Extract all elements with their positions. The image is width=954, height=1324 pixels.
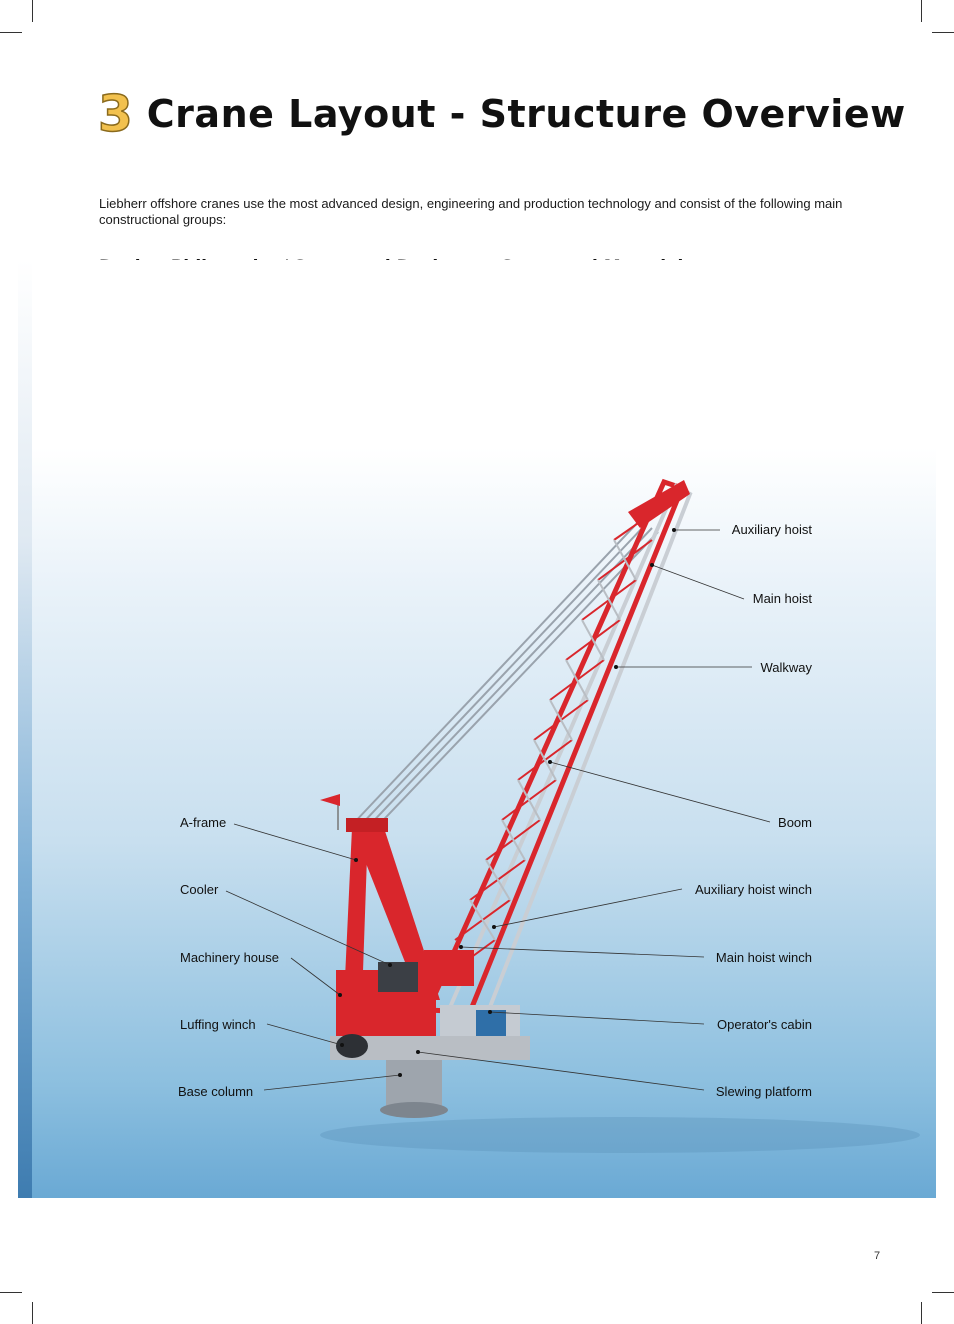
section-number: 3 [98,85,133,143]
label-cooler: Cooler [180,882,219,897]
label-luffing-winch: Luffing winch [180,1017,256,1032]
label-walkway: Walkway [760,660,812,675]
label-main-hoist: Main hoist [752,591,812,606]
boom-structure [428,480,690,1012]
luffing-ropes [352,520,658,834]
crane-shadow [320,1117,920,1153]
label-machinery-house: Machinery house [180,950,279,965]
intro-paragraph: Liebherr offshore cranes use the most advanced design, engineering and production technology and consist of the following main constructional groups: [99,196,843,227]
base-column-foot [380,1102,448,1118]
label-a-frame: A-frame [180,815,227,830]
label-boom: Boom [778,815,812,830]
label-operators-cabin: Operator's cabin [717,1017,812,1032]
label-base-column: Base column [178,1084,254,1099]
page-number: 7 [874,1250,881,1262]
label-main-hoist-winch: Main hoist winch [715,950,812,965]
title-text: Crane Layout - Structure Overview [146,92,906,136]
label-auxiliary-hoist: Auxiliary hoist [731,522,812,537]
label-auxiliary-hoist-winch: Auxiliary hoist winch [694,882,812,897]
label-slewing-platform: Slewing platform [715,1084,812,1099]
